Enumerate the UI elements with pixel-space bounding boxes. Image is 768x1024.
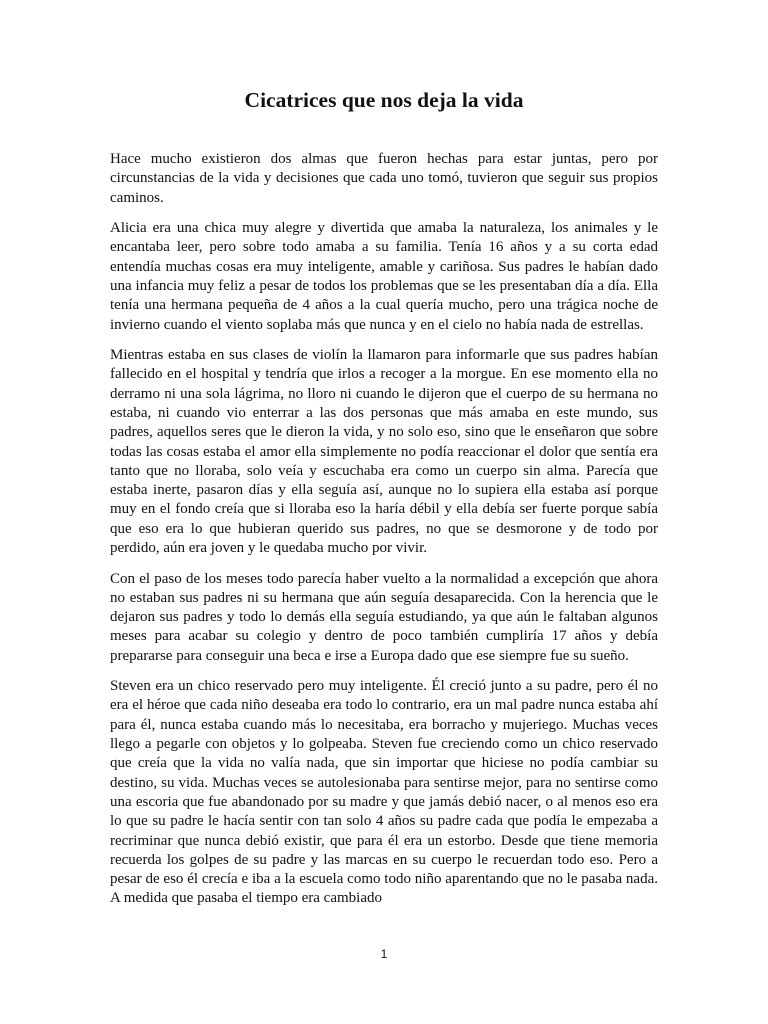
page-number: 1 [380,947,388,961]
paragraph: Hace mucho existieron dos almas que fueron hechas para estar juntas, pero por circunstancias de la vida y decisiones que cada uno tomó, tuvieron que seguir sus propios caminos. [110,151,658,206]
paragraph: Con el paso de los meses todo parecía haber vuelto a la normalidad a excepción que ahora no estaban sus padres ni su hermana que aún seguía desaparecida. Con la herencia que le dejaron sus padres y todo lo demás ella seguía estudiando, ya que aún le faltaban algunos meses para acabar su colegio y dentro de poco también cumpliría 17 años y debía prepararse para conseguir una beca e irse a Europa dado que ese siempre fue su sueño. [110,570,658,664]
paragraph: Mientras estaba en sus clases de violín la llamaron para informarle que sus padres habían fallecido en el hospital y tendría que irlos a recoger a la morgue. En ese momento ella no derramo ni una sola lágrima, no lloro ni cuando le dijeron que el cuerpo de su hermana no estaba, ni cuando vio enterrar a las dos personas que más amaba en este mundo, sus padres, aquellos seres que le dieron la vida, y no solo eso, sino que le enseñaron que sobre todas las cosas estaba el amor ella simplemente no podía reaccionar el dolor que sentía era tanto que no lloraba, solo veía y escuchaba era como un cuerpo sin alma. Parecía que estaba inerte, pasaron días y ella seguía así, aunque no lo supiera ella estaba así porque muy en el fondo creía que si lloraba eso la haría débil y ella debía ser fuerte porque sabía que eso era lo que hubieran querido sus padres, no que se desmorone y de todo por perdido, aún era joven y le quedaba mucho por vivir. [110,347,658,557]
document-body [110,150,658,920]
paragraph: Alicia era una chica muy alegre y divertida que amaba la naturaleza, los animales y le encantaba leer, pero sobre todo amaba a su familia. Tenía 16 años y a su corta edad entendía muchas cosas era muy inteligente, amable y cariñosa. Sus padres le habían dado una infancia muy feliz a pesar de todos los problemas que se les presentaban día a día. Ella tenía una hermana pequeña de 4 años a la cual quería mucho, pero una trágica noche de invierno cuando el viento soplaba más que nunca y en el cielo no había nada de estrellas. [110,220,658,333]
document-title: Cicatrices que nos deja la vida [244,88,524,112]
paragraph: Steven era un chico reservado pero muy inteligente. Él creció junto a su padre, pero él no era el héroe que cada niño deseaba era todo lo contrario, era un mal padre nunca estaba ahí para él, nunca estaba cuando más lo necesitaba, era borracho y mujeriego. Muchas veces llego a pegarle con objetos y lo golpeaba. Steven fue creciendo como un chico reservado que creía que la vida no valía nada, que sin importar que hiciese no podía cambiar su destino, su vida. Muchas veces se autolesionaba para sentirse mejor, para no sentirse como una escoria que fue abandonado por su madre y que jamás debió nacer, o al menos eso era lo que su padre le hacía sentir con tan solo 4 años su padre cada que podía le empezaba a recriminar que nunca debió existir, que para él era un estorbo. Desde que tiene memoria recuerda los golpes de su padre y las marcas en su cuerpo le recuerdan todo eso. Pero a pesar de eso él crecía e iba a la escuela como todo niño aparentando que no le pasaba nada. A medida que pasaba el tiempo era cambiado [110,678,658,907]
